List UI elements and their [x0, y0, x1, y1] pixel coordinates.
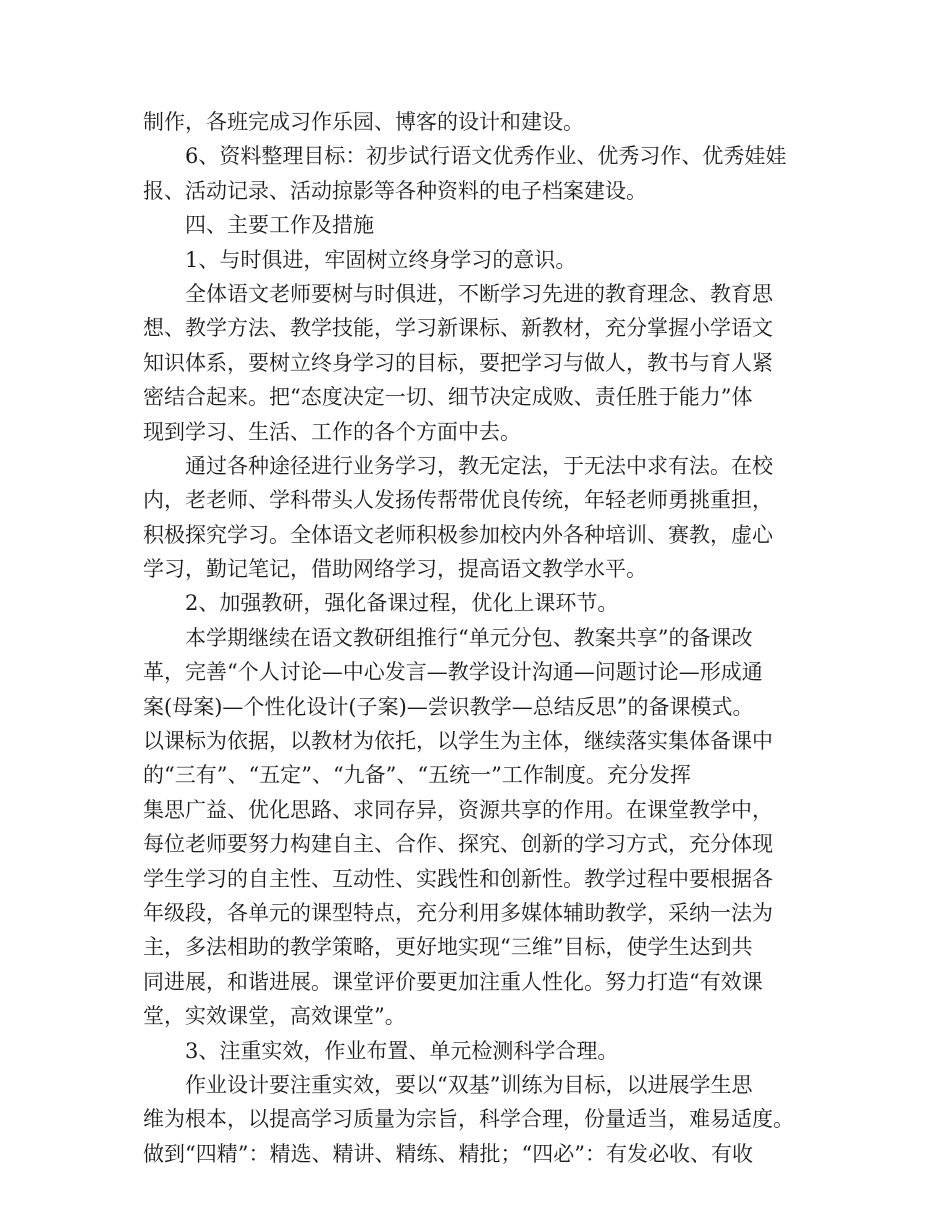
text-line: 全体语文老师要树与时俱进，不断学习先进的教育理念、教育思: [185, 281, 773, 306]
text-line: 年级段，各单元的课型特点，充分利用多媒体辅助教学，采纳一法为: [143, 900, 773, 925]
text-line: 通过各种途径进行业务学习，教无定法，于无法中求有法。在校: [185, 453, 773, 478]
text-line: 作业设计要注重实效，要以“双基”训练为目标，以进展学生思: [185, 1072, 753, 1097]
text-line: 知识体系，要树立终身学习的目标，要把学习与做人，教书与育人紧: [143, 350, 773, 375]
text-line: 每位老师要努力构建自主、合作、探究、创新的学习方式，充分体现: [143, 832, 773, 857]
text-line: 1、与时俱进，牢固树立终身学习的意识。: [185, 247, 577, 272]
text-line: 主，多法相助的教学策略，更好地实现“三维”目标，使学生达到共: [143, 935, 753, 960]
text-line: 案(母案)—个性化设计(子案)—尝识教学—总结反思”的备课模式。: [143, 694, 754, 719]
text-line: 以课标为依据，以教材为依托，以学生为主体，继续落实集体备课中: [143, 729, 773, 754]
text-line: 想、教学方法、教学技能，学习新课标、新教材，充分掌握小学语文: [143, 316, 773, 341]
text-line: 集思广益、优化思路、求同存异，资源共享的作用。在课堂教学中，: [143, 797, 773, 822]
text-line: 内，老老师、学科带头人发扬传帮带优良传统，年轻老师勇挑重担，: [143, 488, 773, 513]
text-line: 同进展，和谐进展。课堂评价要更加注重人性化。努力打造“有效课: [143, 969, 763, 994]
text-line: 四、主要工作及措施: [185, 213, 374, 238]
text-line: 学生学习的自主性、互动性、实践性和创新性。教学过程中要根据各: [143, 866, 773, 891]
text-line: 制作，各班完成习作乐园、博客的设计和建设。: [143, 110, 584, 134]
text-line: 积极探究学习。全体语文老师积极参加校内外各种培训、赛教，虚心: [143, 522, 773, 547]
text-line: 的“三有”、“五定”、“九备”、“五统一”工作制度。充分发挥: [143, 763, 691, 788]
text-line: 密结合起来。把“态度决定一切、细节决定成败、责任胜于能力”体: [143, 385, 753, 410]
text-line: 革，完善“个人讨论—中心发言—教学设计沟通—问题讨论—形成通: [143, 660, 763, 685]
text-line: 堂，实效课堂，高效课堂”。: [143, 1004, 406, 1029]
document-body: [143, 105, 813, 1171]
text-line: 本学期继续在语文教研组推行“单元分包、教案共享”的备课改: [185, 625, 753, 650]
text-line: 维为根本，以提高学习质量为宗旨，科学合理，份量适当，难易适度。: [143, 1107, 794, 1132]
text-line: 做到“四精”：精选、精讲、精练、精批；“四必”：有发必收、有收: [143, 1141, 753, 1166]
text-line: 2、加强教研，强化备课过程，优化上课环节。: [185, 591, 619, 616]
text-line: 学习，勤记笔记，借助网络学习，提高语文教学水平。: [143, 557, 647, 582]
text-line: 6、资料整理目标：初步试行语文优秀作业、优秀习作、优秀娃娃: [185, 144, 787, 169]
text-line: 3、注重实效，作业布置、单元检测科学合理。: [185, 1038, 619, 1063]
text-line: 报、活动记录、活动掠影等各种资料的电子档案建设。: [143, 178, 647, 203]
text-line: 现到学习、生活、工作的各个方面中去。: [143, 419, 521, 444]
